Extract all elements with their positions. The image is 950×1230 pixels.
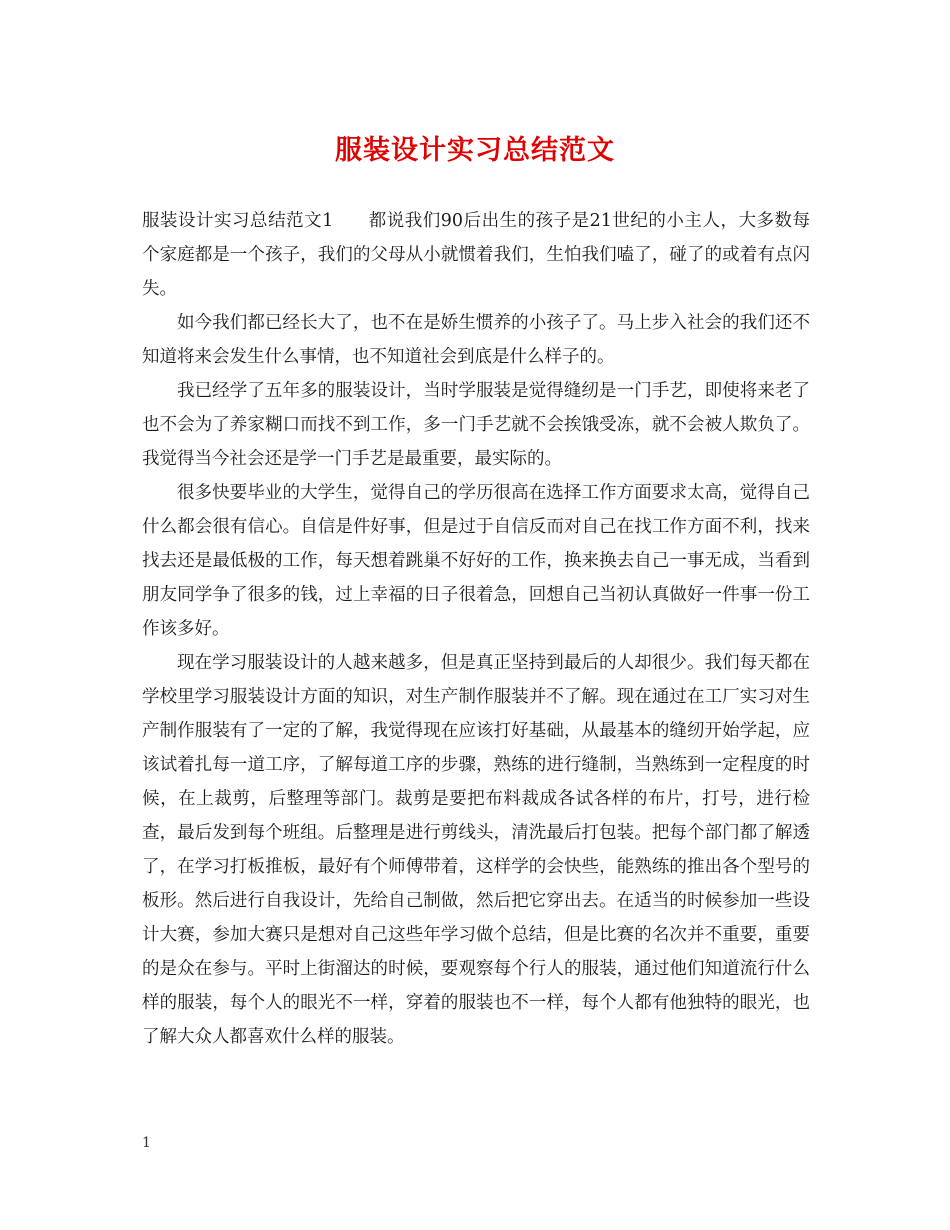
paragraph-2: 如今我们都已经长大了，也不在是娇生惯养的小孩子了。马上步入社会的我们还不知道将来会发生什么事情，也不知道社会到底是什么样子的。 bbox=[142, 313, 810, 367]
paragraph-4: 很多快要毕业的大学生，觉得自己的学历很高在选择工作方面要求太高，觉得自己什么都会很有信心。自信是件好事，但是过于自信反而对自己在找工作方面不利，找来找去还是最低极的工作，每天想着跳巢不好好的工作，换来换去自己一事无成，当看到朋友同学争了很多的钱，过上幸福的日子很着急，回想自己当初认真做好一件事一份工作该多好。 bbox=[142, 483, 810, 639]
section-label: 服装设计实习总结范文1 bbox=[142, 211, 334, 231]
paragraph-3: 我已经学了五年多的服装设计，当时学服装是觉得缝纫是一门手艺，即使将来老了也不会为了养家糊口而找不到工作，多一门手艺就不会挨饿受冻，就不会被人欺负了。我觉得当今社会还是学一门手艺是最重要，最实际的。 bbox=[142, 381, 810, 469]
page-number: 1 bbox=[142, 1135, 151, 1151]
paragraph-1-text: 都说我们90后出生的孩子是21世纪的小主人，大多数每个家庭都是一个孩子，我们的父母从小就惯着我们，生怕我们嗑了，碰了的或着有点闪失。 bbox=[142, 211, 810, 299]
document-body bbox=[142, 204, 810, 1054]
paragraph-5: 现在学习服装设计的人越来越多，但是真正坚持到最后的人却很少。我们每天都在学校里学习服装设计方面的知识，对生产制作服装并不了解。现在通过在工厂实习对生产制作服装有了一定的了解，我觉得现在应该打好基础，从最基本的缝纫开始学起，应该试着扎每一道工序，了解每道工序的步骤，熟练的进行缝制，当熟练到一定程度的时候，在上裁剪，后整理等部门。裁剪是要把布料裁成各试各样的布片，打号，进行检查，最后发到每个班组。后整理是进行剪线头，清洗最后打包装。把每个部门都了解透了，在学习打板推板，最好有个师傅带着，这样学的会快些，能熟练的推出各个型号的板形。然后进行自我设计，先给自己制做，然后把它穿出去。在适当的时候参加一些设计大赛，参加大赛只是想对自己这些年学习做个总结，但是比赛的名次并不重要，重要的是众在参与。平时上街溜达的时候，要观察每个行人的服装，通过他们知道流行什么样的服装，每个人的眼光不一样，穿着的服装也不一样，每个人都有他独特的眼光，也了解大众人都喜欢什么样的服装。 bbox=[142, 653, 810, 1047]
document-title: 服装设计实习总结范文 bbox=[335, 135, 615, 166]
paragraph-1 bbox=[142, 204, 810, 306]
